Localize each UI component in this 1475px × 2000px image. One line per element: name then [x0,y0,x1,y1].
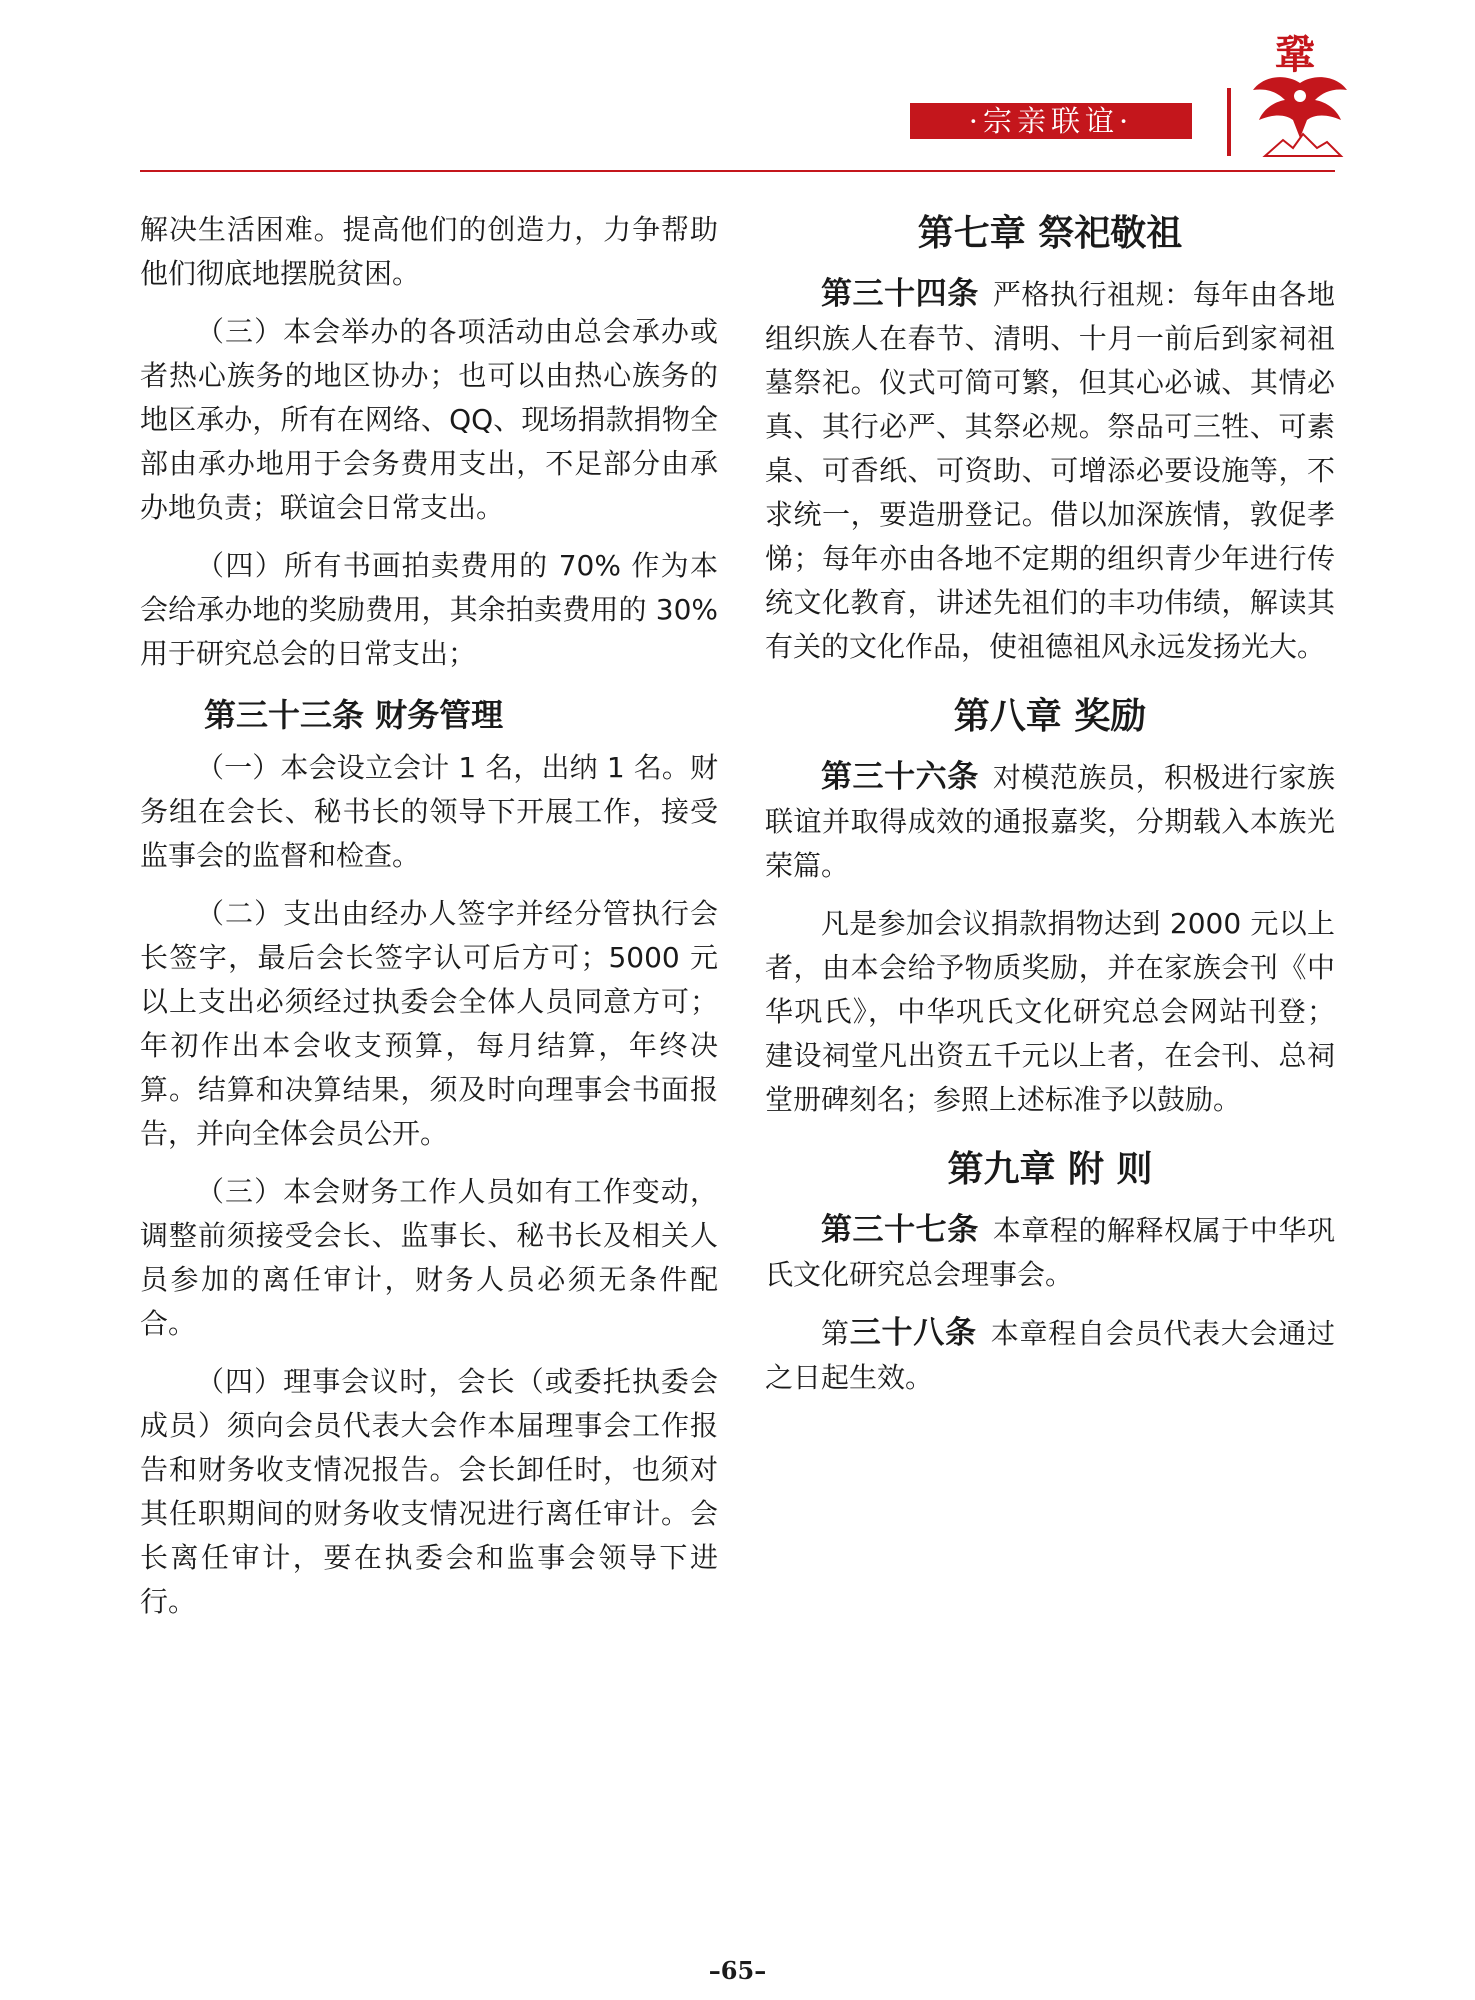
left-column [140,208,718,1624]
section-banner: ·宗亲联谊· [910,103,1192,139]
article-text: 对模范族员，积极进行家族联谊并取得成效的通报嘉奖，分期载入本族光荣篇。 [765,761,1335,882]
paragraph: 解决生活困难。提高他们的创造力，力争帮助他们彻底地摆脱贫困。 [140,213,718,290]
chapter-heading: 第七章 祭祀敬祖 [917,213,1183,254]
header-rule [140,170,1335,172]
page-number: –65– [708,1956,767,1985]
paragraph: （二）支出由经办人签字并经分管执行会长签字，最后会长签字认可后方可；5000 元以上支出必须经过执委会全体人员同意方可；年初作出本会收支预算，每月结算，年终决算。结算和决算结果，须及时向理事会书面报告，并向全体会员公开。 [140,897,718,1150]
right-column [765,208,1335,1400]
article-paragraph [765,1311,1335,1400]
article-label: 第三十四条 [821,276,979,312]
paragraph: 凡是参加会议捐款捐物达到 2000 元以上者，由本会给予物质奖励，并在家族会刊《中华巩氏》，中华巩氏文化研究总会网站刊登；建设祠堂凡出资五千元以上者，在会刊、总祠堂册碑刻名；参照上述标准予以鼓励。 [765,907,1335,1116]
article-prefix: 第 [821,1317,850,1350]
chapter-heading: 第九章 附 则 [947,1149,1153,1190]
article-text: 本章程的解释权属于中华巩氏文化研究总会理事会。 [765,1214,1335,1291]
logo-glyph: 鞏 [1275,31,1315,78]
article-text: 本章程自会员代表大会通过之日起生效。 [765,1317,1335,1394]
paragraph: （三）本会财务工作人员如有工作变动，调整前须接受会长、监事长、秘书长及相关人员参加的离任审计，财务人员必须无条件配合。 [140,1175,718,1340]
chapter-heading: 第八章 奖励 [953,696,1147,737]
article-paragraph [765,272,1335,669]
paragraph: （三）本会举办的各项活动由总会承办或者热心族务的地区协办；也可以由热心族务的地区承办，所有在网络、QQ、现场捐款捐物全部由承办地用于会务费用支出，不足部分由承办地负责；联谊会日常支出。 [140,315,718,524]
article-label: 第三十六条 [821,759,979,795]
article-label: 三十八条 [849,1315,977,1351]
paragraph: （四）所有书画拍卖费用的 70% 作为本会给承办地的奖励费用，其余拍卖费用的 30% 用于研究总会的日常支出； [140,549,718,670]
header-divider-bar [1227,88,1231,156]
paragraph: （一）本会设立会计 1 名，出纳 1 名。财务组在会长、秘书长的领导下开展工作，接受监事会的监督和检查。 [140,751,718,872]
article-label: 第三十七条 [821,1212,979,1248]
phoenix-logo-icon [1245,28,1355,163]
paragraph: （四）理事会议时，会长（或委托执委会成员）须向会员代表大会作本届理事会工作报告和财务收支情况报告。会长卸任时，也须对其任职期间的财务收支情况进行离任审计。会长离任审计，要在执委会和监事会领导下进行。 [140,1365,718,1618]
article-paragraph [765,755,1335,888]
article-paragraph [765,1208,1335,1297]
article-heading: 第三十三条 财务管理 [204,696,504,734]
article-text: 严格执行祖规：每年由各地组织族人在春节、清明、十月一前后到家祠祖墓祭祀。仪式可简可繁，但其心必诚、其情必真、其行必严、其祭必规。祭品可三牲、可素桌、可香纸、可资助、可增添必要设施等，不求统一，要造册登记。借以加深族情，敦促孝悌；每年亦由各地不定期的组织青少年进行传统文化教育，讲述先祖们的丰功伟绩，解读其有关的文化作品，使祖德祖风永远发扬光大。 [765,278,1335,663]
